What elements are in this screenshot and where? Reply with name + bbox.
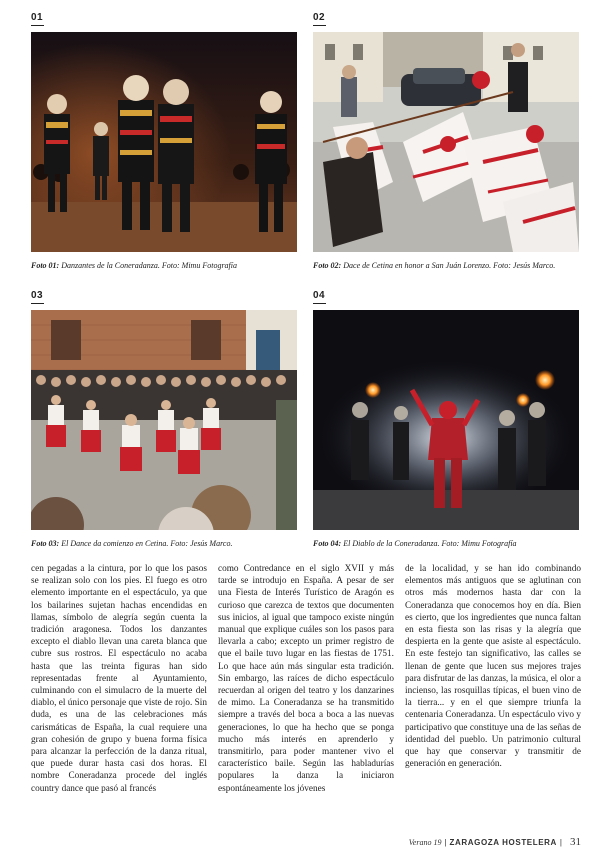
- photo-04-caption-text: El Diablo de la Coneradanza. Foto: Mimu Fotografía: [341, 539, 517, 548]
- photo-01-caption-label: Foto 01:: [31, 261, 60, 270]
- photo-02-dance-cetina: [313, 32, 579, 252]
- article-column-1: cen pegadas a la cintura, por lo que los pasos se realizan solo con los pies. El fuego es otro elemento importante en el espectáculo, ya que los bailarines sujetan hachas encendidas en llamas, símbolo de alegría según cuenta la tradición aragonesa. Todos los danzantes excepto el diablo llevan una careta blanca que cubre sus rostros. El espectáculo no acaba hasta que las treinta figuras han sido representadas frente al Ayuntamiento, culminando con el simulacro de la muerte del diablo, el único personaje que viste de rojo. Sin duda, es una de las celebraciones más carismáticas de España, la cual requiere una gran cohesión de grupo y buena forma física para alcanzar la perfección de la danza ritual, que puede durar hasta casi dos horas. El nombre Coneradanza procede del inglés country dance que pasó al francés: [31, 564, 207, 794]
- photo-02-number: 02: [313, 12, 326, 23]
- photo-03-dance-comienzo: [31, 310, 297, 530]
- photo-03-caption-label: Foto 03:: [31, 539, 60, 548]
- page-number: 31: [570, 836, 581, 848]
- photo-04-caption: [313, 539, 517, 549]
- photo-02-caption-text: Dace de Cetina en honor a San Juán Lorenzo. Foto: Jesús Marco.: [341, 261, 556, 270]
- footer-separator-end: |: [559, 837, 562, 847]
- page-footer: [409, 835, 581, 849]
- photo-02-caption: [313, 261, 555, 271]
- photo-02-caption-label: Foto 02:: [313, 261, 342, 270]
- photo-01-caption: [31, 261, 237, 271]
- photo-01-caption-text: Danzantes de la Coneradanza. Foto: Mimu Fotografía: [59, 261, 238, 270]
- footer-separator: |: [444, 837, 447, 847]
- article-column-3: de la localidad, y se han ido combinando elementos más antiguos que se aglutinan con otros más modernos hasta dar con la Coneradanza que conocemos hoy en día. Bien es cierto, que los ingredientes que nunca faltan en esta fiesta son las risas y la alegría que despierta en la gente que asiste al espectáculo. En este festejo tan significativo, las calles se llenan de gente que lucen sus mejores trajes para disfrutar de las danzas, la música, el olor a incienso, las rosquillas típicas, el buen vino de la tierra... y en el que siempre triunfa la centenaria Coneradanza. Un espectáculo vivo y participativo que constituye una de las señas de identidad del pueblo. Un patrimonio cultural que hay que conservar y transmitir de generación en generación.: [405, 564, 581, 770]
- photo-01-number: 01: [31, 12, 44, 23]
- photo-04-diablo: [313, 310, 579, 530]
- photo-04-caption-label: Foto 04:: [313, 539, 342, 548]
- photo-03-caption: [31, 539, 232, 549]
- article-column-2: como Contredance en el siglo XVII y más tarde se introdujo en España. A pesar de ser una Fiesta de Interés Turístico de Aragón es curioso que carezca de textos que documenten sus inicios, al igual que tampoco existe ningún manual que explique cuáles son los pasos para llevarla a cabo; excepto un primer registro de que el baile tuvo lugar en las fiestas de 1751. Lo que hace aún más singular esta tradición. Sin embargo, las raíces de dicho espectáculo recuerdan al origen del teatro y los danzarines de mimo. La Coneradanza se ha transmitido siempre a través del boca a boca a las nuevas generaciones, lo que ha hecho que se ponga mucho más interés en aprenderlo y transmitirlo, para poder mantener vivo el característico baile. Según las habladurías populares la danza la iniciaron espontáneamente los jóvenes: [218, 564, 394, 794]
- photo-03-number: 03: [31, 290, 44, 301]
- photo-04-number: 04: [313, 290, 326, 301]
- photo-03-caption-text: El Dance da comienzo en Cetina. Foto: Jesús Marco.: [59, 539, 233, 548]
- footer-issue: Verano 19: [408, 837, 442, 847]
- photo-01-danzantes: [31, 32, 297, 252]
- footer-magazine-name: ZARAGOZA HOSTELERA: [449, 837, 557, 847]
